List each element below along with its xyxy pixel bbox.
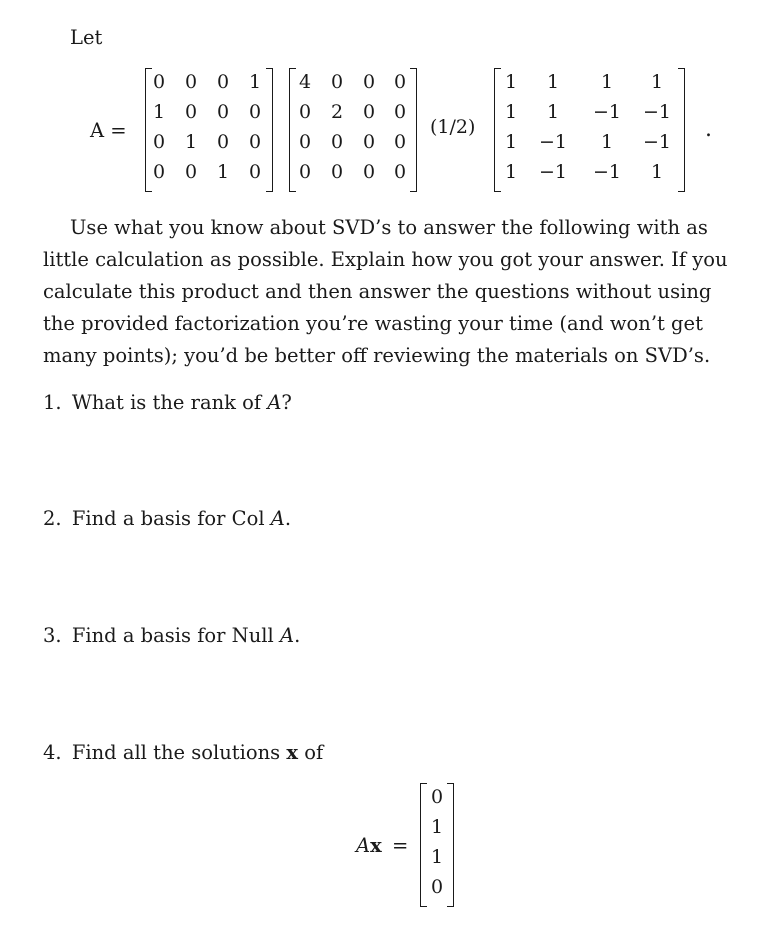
matrix-cell: 0 xyxy=(298,101,312,123)
matrix-cell: −1 xyxy=(642,101,671,123)
matrix-cell: 2 xyxy=(330,101,344,123)
math-vector-x: x xyxy=(286,741,299,764)
matrix-hadamard xyxy=(494,68,685,192)
matrix-cell: 1 xyxy=(600,71,614,93)
matrix-cell: 0 xyxy=(393,71,407,93)
matrix-cell: 0 xyxy=(152,71,166,93)
matrix-cell: −1 xyxy=(538,161,567,183)
question-number: 1. xyxy=(43,391,62,414)
matrix-cell: 0 xyxy=(248,101,262,123)
matrix-cell: 0 xyxy=(362,131,376,153)
matrix-cell: −1 xyxy=(538,131,567,153)
matrix-cell: 0 xyxy=(248,161,262,183)
matrix-cell: 0 xyxy=(216,71,230,93)
matrix-cell: 1 xyxy=(504,161,518,183)
matrix-cell: 0 xyxy=(330,71,344,93)
matrix-cell: 1 xyxy=(546,71,560,93)
matrix-singular-values xyxy=(289,68,417,192)
instructions-paragraph xyxy=(43,212,743,372)
question-1 xyxy=(43,387,292,419)
matrix-cell: 1 xyxy=(248,71,262,93)
matrix-cell: 1 xyxy=(184,131,198,153)
matrix-cell: 1 xyxy=(152,101,166,123)
question-3 xyxy=(43,620,300,652)
matrix-cell: −1 xyxy=(592,161,621,183)
instructions-line: little calculation as possible. Explain how you got your answer. If you xyxy=(43,248,728,271)
question-text: Find all the solutions xyxy=(71,741,287,764)
matrix-cell: 4 xyxy=(298,71,312,93)
math-vector-x: x xyxy=(370,834,382,857)
matrix-cell: −1 xyxy=(592,101,621,123)
matrix-cell: 1 xyxy=(504,131,518,153)
matrix-cell: 0 xyxy=(152,131,166,153)
intro-let: Let xyxy=(70,26,103,49)
matrix-cell: 0 xyxy=(216,131,230,153)
matrix-cell: 1 xyxy=(650,161,664,183)
matrix-cell: 0 xyxy=(362,101,376,123)
question-end: of xyxy=(298,741,324,764)
math-var: A xyxy=(270,507,285,530)
matrix-cell: 0 xyxy=(362,161,376,183)
matrix-cell: 0 xyxy=(184,71,198,93)
matrix-cell: 1 xyxy=(650,71,664,93)
instructions-line: many points); you’d be better off reviewing the materials on SVD’s. xyxy=(43,344,711,367)
math-var: A xyxy=(267,391,282,414)
math-var: A xyxy=(279,624,295,647)
question-4 xyxy=(43,737,323,769)
equation-period: . xyxy=(705,117,712,142)
question-text: What is the rank of xyxy=(71,391,268,414)
question-number: 4. xyxy=(43,741,62,764)
matrix-cell: 0 xyxy=(184,101,198,123)
question-text: Find a basis for Col xyxy=(71,507,271,530)
instructions-line: the provided factorization you’re wasting your time (and won’t get xyxy=(43,312,703,335)
matrix-cell: −1 xyxy=(642,131,671,153)
matrix-cell: 0 xyxy=(330,131,344,153)
matrix-cell: 0 xyxy=(298,131,312,153)
matrix-cell: 0 xyxy=(184,161,198,183)
matrix-cell: 1 xyxy=(504,101,518,123)
matrix-cell: 0 xyxy=(393,161,407,183)
matrix-cell: 0 xyxy=(362,71,376,93)
instructions-line: calculate this product and then answer the questions without using xyxy=(43,280,712,303)
final-equation-lhs xyxy=(356,830,408,862)
equation-scalar: (1/2) xyxy=(430,116,476,138)
question-text: Find a basis for Null xyxy=(71,624,280,647)
question-end: ? xyxy=(281,391,292,414)
matrix-cell: 0 xyxy=(393,101,407,123)
question-end: . xyxy=(284,507,292,530)
vector-cell: 1 xyxy=(430,816,444,838)
vector-cell: 1 xyxy=(430,846,444,868)
matrix-cell: 1 xyxy=(600,131,614,153)
instructions-line: Use what you know about SVD’s to answer the following with as xyxy=(70,216,708,239)
matrix-cell: 0 xyxy=(152,161,166,183)
question-number: 2. xyxy=(43,507,62,530)
matrix-permutation xyxy=(145,68,273,192)
matrix-cell: 0 xyxy=(393,131,407,153)
matrix-cell: 0 xyxy=(216,101,230,123)
math-var: A xyxy=(356,834,371,857)
matrix-cell: 1 xyxy=(504,71,518,93)
question-2 xyxy=(43,503,291,535)
question-end: . xyxy=(294,624,301,647)
matrix-cell: 0 xyxy=(248,131,262,153)
rhs-vector xyxy=(420,783,454,907)
matrix-cell: 1 xyxy=(216,161,230,183)
equation-lhs: A = xyxy=(90,119,127,142)
matrix-cell: 0 xyxy=(298,161,312,183)
equals-sign: = xyxy=(391,834,409,857)
matrix-cell: 1 xyxy=(546,101,560,123)
vector-cell: 0 xyxy=(430,876,444,898)
question-number: 3. xyxy=(43,624,62,647)
vector-cell: 0 xyxy=(430,786,444,808)
matrix-cell: 0 xyxy=(330,161,344,183)
